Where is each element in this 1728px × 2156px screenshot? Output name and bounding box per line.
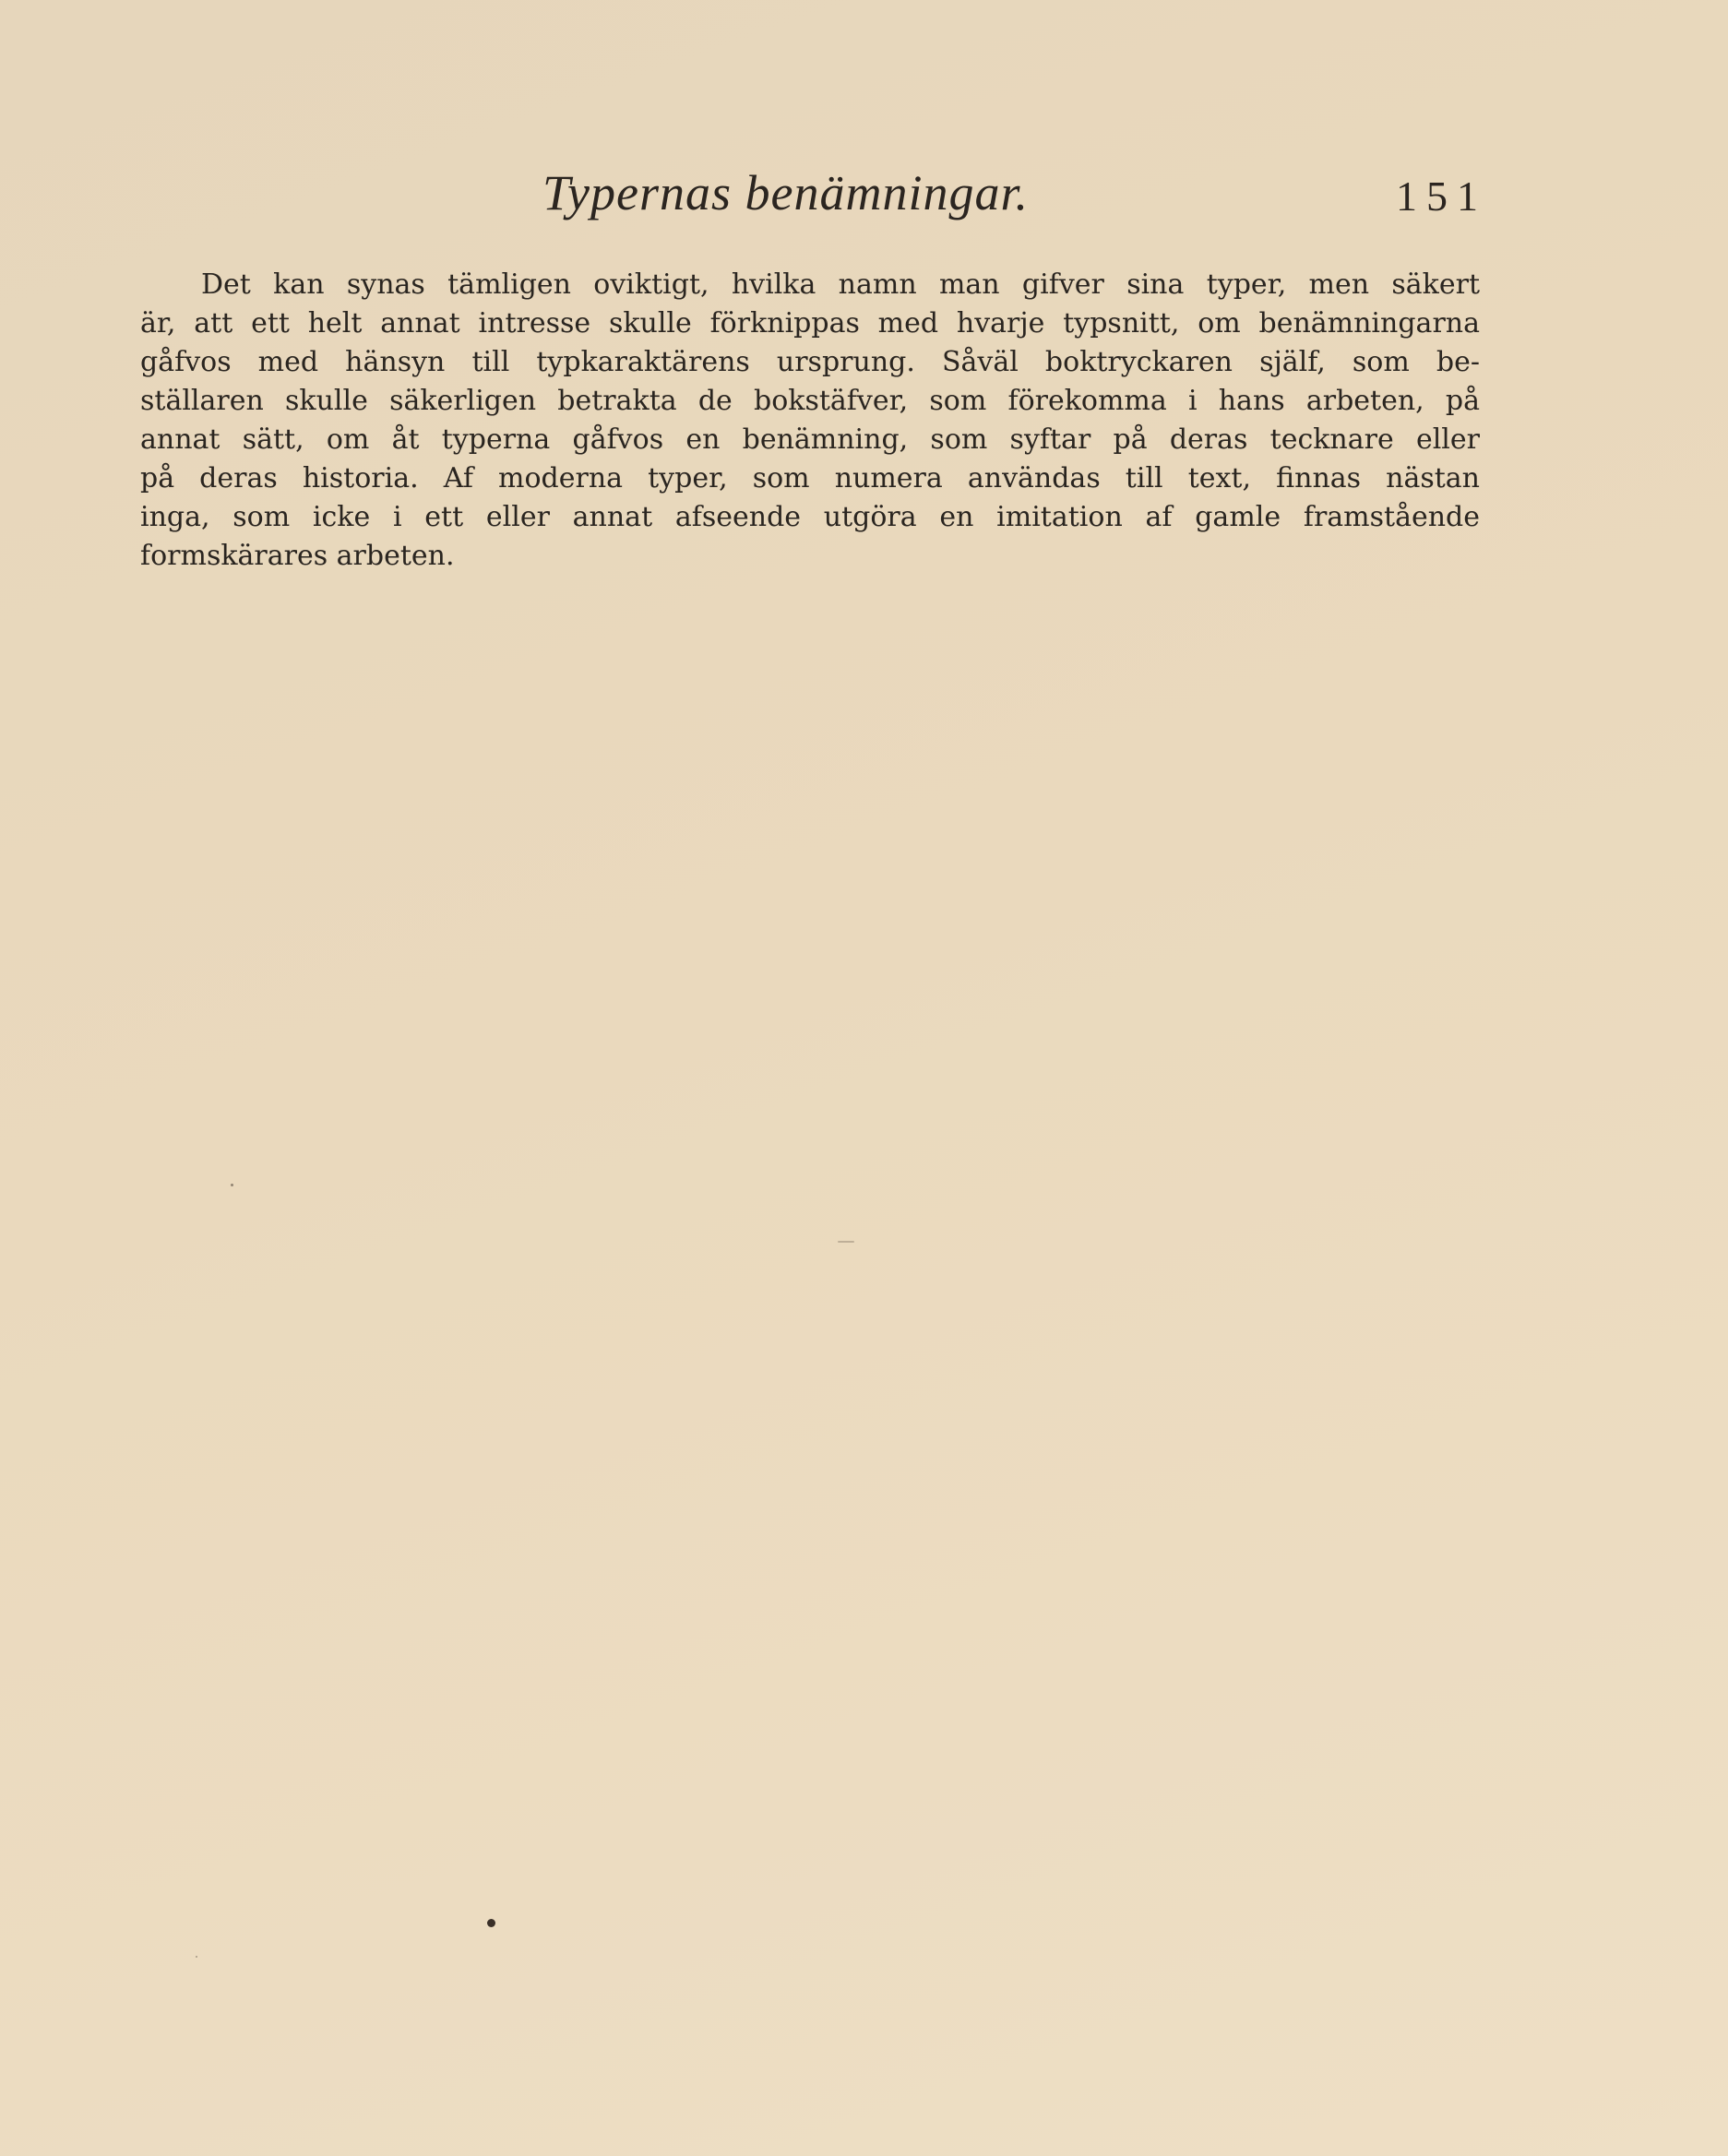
paragraph-line: gåfvos med hänsyn till typkaraktärens ursprung. Såväl boktryckaren själf, som be- bbox=[140, 346, 1480, 378]
page-number: 151 bbox=[1396, 173, 1487, 220]
body-paragraph bbox=[140, 266, 1480, 576]
paragraph-line: på deras historia. Af moderna typer, som numera användas till text, finnas nästan bbox=[140, 462, 1480, 494]
paper-speck bbox=[838, 1241, 854, 1243]
paragraph-line: inga, som icke i ett eller annat afseende utgöra en imitation af gamle framstående bbox=[140, 501, 1480, 533]
paragraph-line: Det kan synas tämligen oviktigt, hvilka namn man gifver sina typer, men säkert bbox=[201, 268, 1480, 301]
paragraph-line: formskärares arbeten. bbox=[140, 540, 455, 572]
running-head bbox=[0, 164, 1728, 229]
paper-speck bbox=[487, 1919, 495, 1927]
paper-speck bbox=[231, 1184, 233, 1186]
paragraph-line: ställaren skulle säkerligen betrakta de bokstäfver, som förekomma i hans arbeten, på bbox=[140, 385, 1480, 417]
paragraph-line: är, att ett helt annat intresse skulle förknippas med hvarje typsnitt, om benämningarna bbox=[140, 307, 1480, 339]
running-title: Typernas benämningar. bbox=[542, 165, 1029, 220]
paper-speck bbox=[196, 1956, 197, 1958]
paragraph-line: annat sätt, om åt typerna gåfvos en benämning, som syftar på deras tecknare eller bbox=[140, 423, 1480, 456]
